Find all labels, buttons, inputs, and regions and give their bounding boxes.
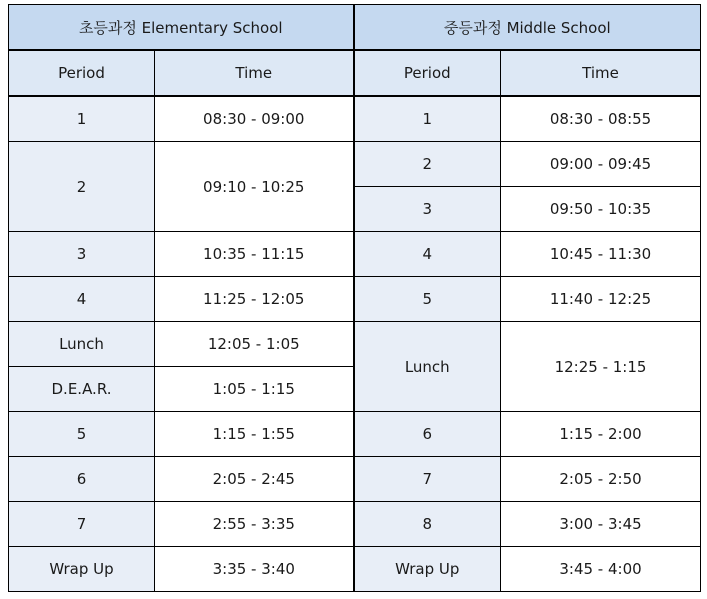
table-row [9,322,701,367]
middle-period-cell: Wrap Up [354,547,501,592]
middle-time-cell: 10:45 - 11:30 [501,232,701,277]
elementary-time-header: Time [155,50,354,96]
elementary-period-cell: D.E.A.R. [9,367,155,412]
middle-time-cell: 2:05 - 2:50 [501,457,701,502]
elementary-period-cell: 4 [9,277,155,322]
middle-time-cell: 08:30 - 08:55 [501,96,701,142]
middle-period-cell: Lunch [354,322,501,412]
table-row [9,412,701,457]
school-header-row [9,5,701,51]
elementary-period-cell: 6 [9,457,155,502]
elementary-time-cell: 08:30 - 09:00 [155,96,354,142]
middle-time-cell: 12:25 - 1:15 [501,322,701,412]
middle-time-cell: 09:00 - 09:45 [501,142,701,187]
elementary-period-header: Period [9,50,155,96]
elementary-school-title: 초등과정 Elementary School [9,5,354,51]
table-row [9,96,701,142]
table-row [9,142,701,187]
elementary-period-cell: 7 [9,502,155,547]
elementary-time-cell: 2:55 - 3:35 [155,502,354,547]
elementary-time-cell: 10:35 - 11:15 [155,232,354,277]
elementary-period-cell: 1 [9,96,155,142]
middle-period-cell: 8 [354,502,501,547]
elementary-time-cell: 12:05 - 1:05 [155,322,354,367]
elementary-period-cell: 5 [9,412,155,457]
table-row [9,232,701,277]
middle-time-cell: 09:50 - 10:35 [501,187,701,232]
elementary-time-cell: 2:05 - 2:45 [155,457,354,502]
table-row [9,457,701,502]
schedule-table [8,4,701,592]
middle-period-cell: 2 [354,142,501,187]
middle-period-cell: 7 [354,457,501,502]
middle-period-cell: 5 [354,277,501,322]
elementary-period-cell: 3 [9,232,155,277]
elementary-time-cell: 09:10 - 10:25 [155,142,354,232]
table-row [9,277,701,322]
middle-school-title: 중등과정 Middle School [354,5,701,51]
elementary-time-cell: 1:15 - 1:55 [155,412,354,457]
middle-period-cell: 1 [354,96,501,142]
middle-period-cell: 3 [354,187,501,232]
elementary-period-cell: Wrap Up [9,547,155,592]
middle-period-header: Period [354,50,501,96]
middle-time-cell: 3:45 - 4:00 [501,547,701,592]
elementary-time-cell: 1:05 - 1:15 [155,367,354,412]
table-row [9,547,701,592]
elementary-time-cell: 11:25 - 12:05 [155,277,354,322]
elementary-time-cell: 3:35 - 3:40 [155,547,354,592]
middle-time-cell: 1:15 - 2:00 [501,412,701,457]
middle-period-cell: 4 [354,232,501,277]
column-header-row [9,50,701,96]
middle-period-cell: 6 [354,412,501,457]
elementary-period-cell: Lunch [9,322,155,367]
middle-time-cell: 11:40 - 12:25 [501,277,701,322]
middle-time-header: Time [501,50,701,96]
elementary-period-cell: 2 [9,142,155,232]
table-row [9,502,701,547]
middle-time-cell: 3:00 - 3:45 [501,502,701,547]
